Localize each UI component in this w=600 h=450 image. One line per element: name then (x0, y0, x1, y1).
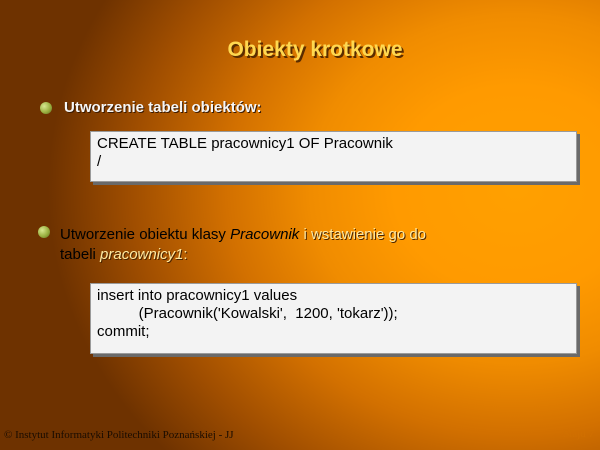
point2-text: i wstawienie go do (299, 226, 427, 243)
bullet-icon (40, 102, 52, 114)
point2-text: tabeli (60, 246, 101, 263)
code-line: commit; (97, 323, 150, 340)
bullet-icon (38, 226, 50, 238)
bullet-point-1: Utworzenie tabeli obiektów: (64, 99, 262, 116)
code-box-create-table (90, 131, 577, 182)
code-box-insert (90, 283, 577, 354)
code-line: insert into pracownicy1 values (97, 287, 298, 304)
slide-title: Obiekty krotkowe (227, 38, 403, 61)
point2-text: Utworzenie obiektu klasy (60, 226, 231, 243)
point2-text: : (183, 246, 188, 263)
slide-number: Slajd 7 (563, 428, 594, 440)
footer-copyright: © Instytut Informatyki Politechniki Poznańskiej - JJ (4, 429, 234, 441)
bullet-point-2 (60, 225, 580, 265)
code-line: CREATE TABLE pracownicy1 OF Pracownik (97, 135, 393, 152)
point2-class-name: Pracownik (230, 226, 300, 243)
point2-table-name: pracownicy1 (100, 246, 184, 263)
code-line: / (97, 153, 102, 170)
code-line: (Pracownik('Kowalski', 1200, 'tokarz')); (97, 305, 398, 322)
